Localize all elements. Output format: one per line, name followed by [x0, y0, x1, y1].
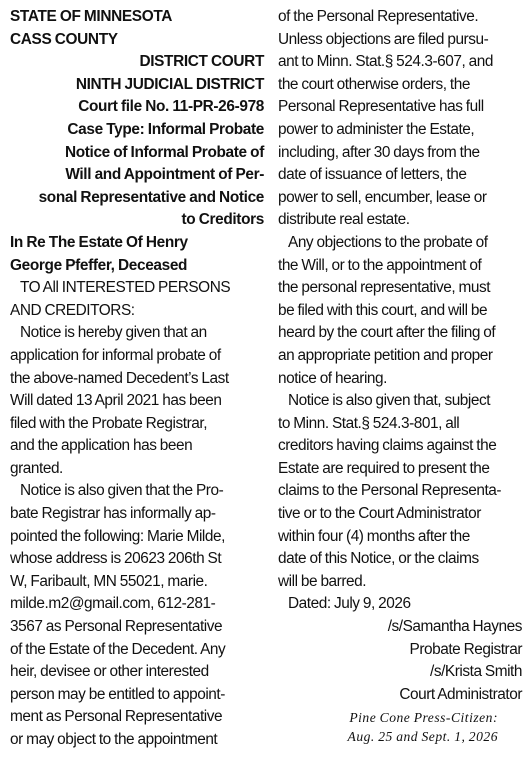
notice-column-right-text — [278, 6, 522, 706]
notice-line: within four (4) months after the — [278, 527, 470, 545]
notice-line: Personal Representative has full — [278, 98, 484, 116]
notice-line: power to administer the Estate, — [278, 120, 475, 138]
notice-line: creditors having claims against the — [278, 437, 497, 455]
notice-column-right — [278, 6, 522, 746]
notice-line: power to sell, encumber, lease or — [278, 188, 487, 206]
notice-line: to Minn. Stat.§ 524.3-801, all — [278, 414, 460, 432]
notice-line: the Will, or to the appointment of — [278, 256, 482, 274]
notice-line: Will and Appointment of Per- — [65, 166, 264, 184]
notice-line: granted. — [10, 459, 63, 477]
notice-line: bate Registrar has informally ap- — [10, 505, 216, 523]
notice-line: George Pfeffer, Deceased — [10, 256, 188, 274]
notice-line: Notice is hereby given that an — [20, 324, 207, 342]
notice-line: Court file No. 11-PR-26-978 — [78, 98, 264, 116]
notice-line: application for informal probate of — [10, 346, 221, 364]
notice-line: ant to Minn. Stat.§ 524.3-607, and — [278, 53, 493, 71]
notice-line: date of this Notice, or the claims — [278, 550, 479, 568]
notice-line: Will dated 13 April 2021 has been — [10, 392, 222, 410]
notice-line: Notice is also given that the Pro- — [20, 482, 224, 500]
notice-line: Unless objections are filed pursu- — [278, 30, 489, 48]
notice-line: person may be entitled to appoint- — [10, 685, 225, 703]
notice-line: /s/Samantha Haynes — [387, 618, 522, 636]
notice-line: sonal Representative and Notice — [38, 188, 264, 206]
notice-line: Any objections to the probate of — [288, 233, 488, 251]
notice-line: W, Faribault, MN 55021, marie. — [10, 572, 208, 590]
notice-line: STATE OF MINNESOTA — [10, 8, 172, 25]
notice-line: distribute real estate. — [278, 211, 410, 229]
notice-line: Court Administrator — [399, 685, 522, 703]
notice-line: Estate are required to present the — [278, 459, 490, 477]
notice-line: Case Type: Informal Probate — [67, 120, 264, 138]
notice-line: tive or to the Court Administrator — [278, 505, 481, 523]
notice-line: claims to the Personal Representa- — [278, 482, 502, 500]
publication-dates: Aug. 25 and Sept. 1, 2026 — [347, 729, 498, 745]
notice-line: to Creditors — [181, 211, 264, 229]
notice-line: whose address is 20623 206th St — [10, 550, 222, 568]
notice-line: filed with the Probate Registrar, — [10, 414, 208, 432]
notice-line: Notice is also given that, subject — [288, 392, 491, 410]
notice-line: pointed the following: Marie Milde, — [10, 527, 225, 545]
notice-line: Notice of Informal Probate of — [64, 143, 264, 161]
notice-line: AND CREDITORS: — [10, 301, 135, 319]
notice-line: and the application has been — [10, 437, 193, 455]
notice-line: the court otherwise orders, the — [278, 75, 470, 93]
notice-line: CASS COUNTY — [10, 30, 118, 48]
notice-line: date of issuance of letters, the — [278, 166, 467, 184]
notice-line: TO All INTERESTED PERSONS — [20, 279, 231, 297]
notice-line: DISTRICT COURT — [139, 53, 264, 71]
notice-line: of the Personal Representative. — [278, 8, 479, 25]
publication-paper: Pine Cone Press-Citizen: — [349, 710, 498, 726]
notice-line: or may object to the appointment — [10, 731, 218, 748]
notice-line: notice of hearing. — [278, 369, 387, 387]
notice-line: an appropriate petition and proper — [278, 346, 493, 364]
notice-line: heard by the court after the filing of — [278, 324, 496, 342]
notice-line: NINTH JUDICIAL DISTRICT — [75, 75, 264, 93]
notice-line: ment as Personal Representative — [10, 708, 223, 726]
notice-line: including, after 30 days from the — [278, 143, 480, 161]
notice-line: In Re The Estate Of Henry — [10, 233, 188, 251]
notice-column-left — [10, 6, 264, 752]
notice-line: be filed with this court, and will be — [278, 301, 488, 319]
notice-line: 3567 as Personal Representative — [10, 618, 223, 636]
notice-line: will be barred. — [278, 572, 367, 590]
notice-line: the personal representative, must — [278, 279, 491, 297]
notice-line: of the Estate of the Decedent. Any — [10, 640, 226, 658]
notice-line: the above-named Decedent’s Last — [10, 369, 229, 387]
notice-line: Probate Registrar — [409, 640, 522, 658]
notice-line: heir, devisee or other interested — [10, 663, 209, 681]
notice-line: Dated: July 9, 2026 — [288, 595, 411, 613]
notice-line: /s/Krista Smith — [430, 663, 522, 681]
notice-line: milde.m2@gmail.com, 612-281- — [10, 595, 216, 613]
